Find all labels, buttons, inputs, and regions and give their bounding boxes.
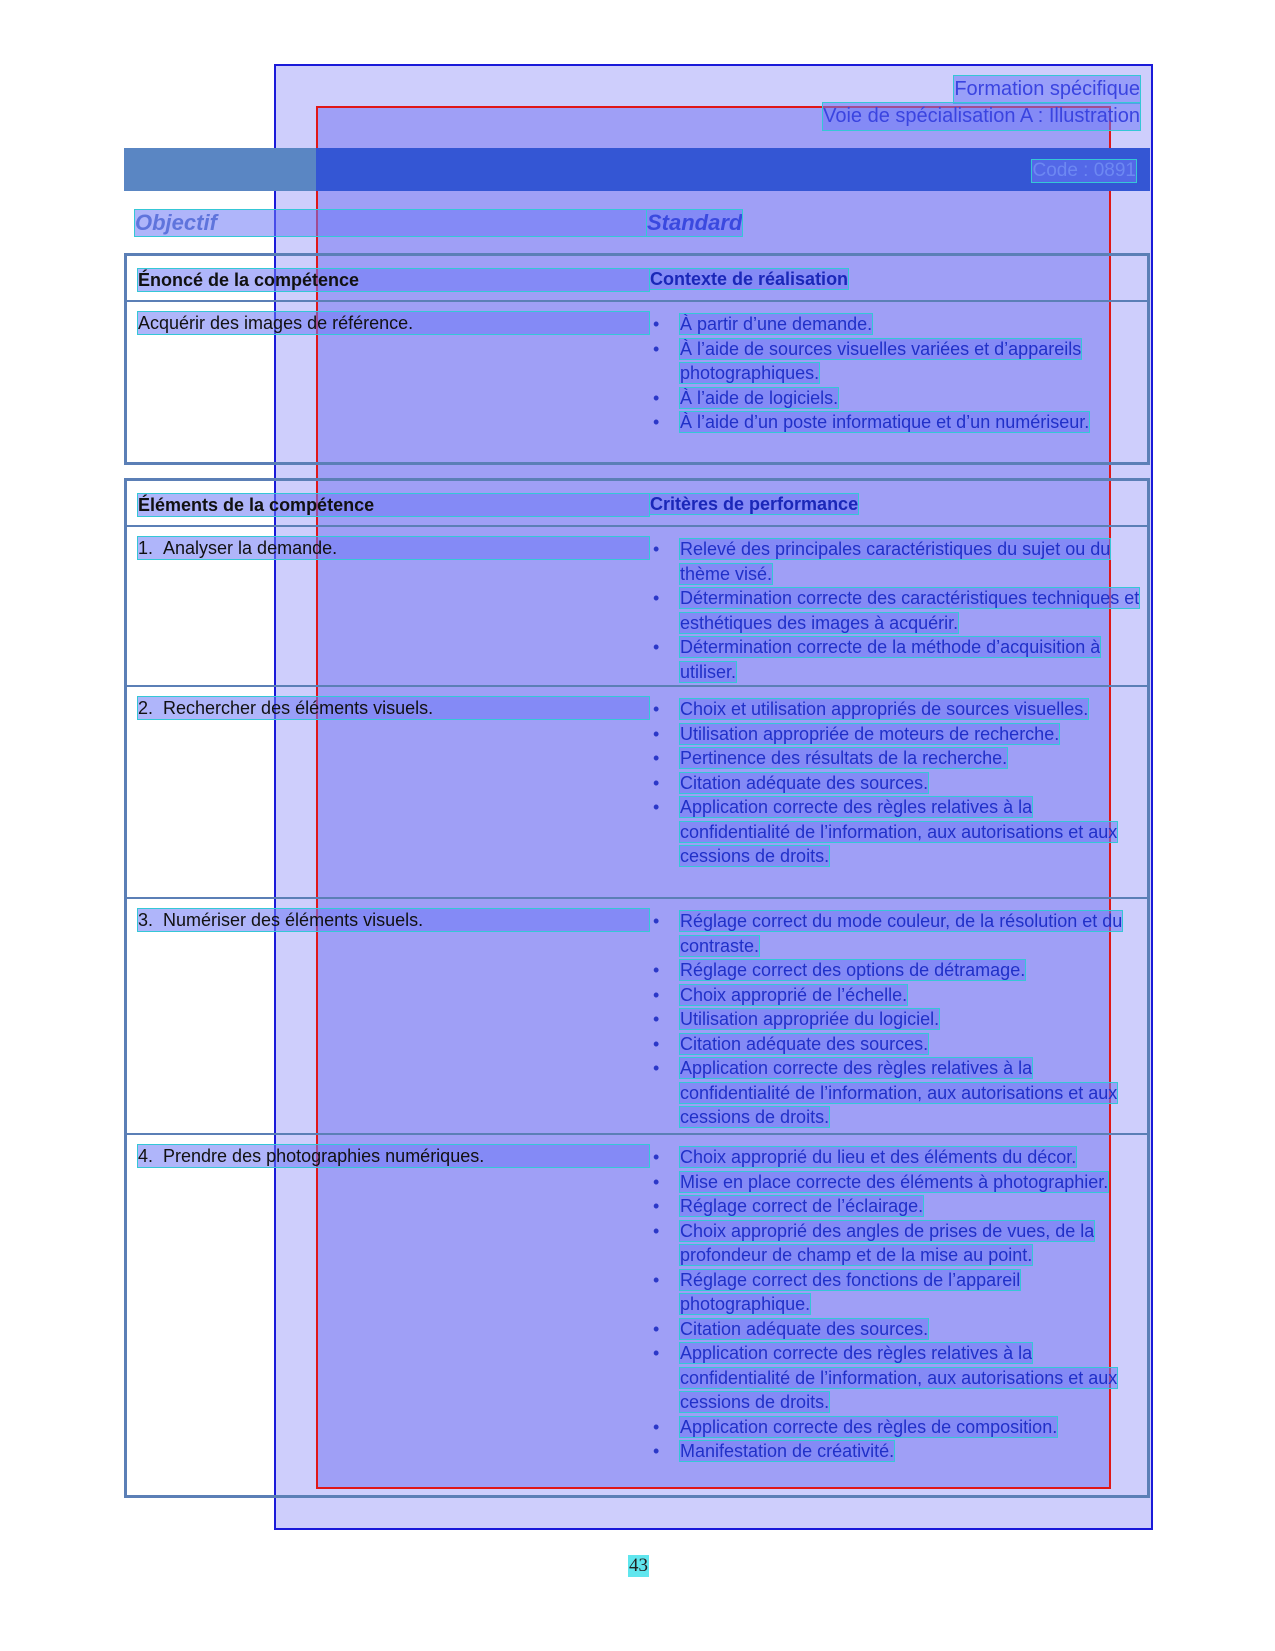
code-label: Code : 0891	[1032, 160, 1136, 181]
list-item: • À l’aide de logiciels.	[653, 387, 839, 408]
list-item: • Application correcte des règles relatives à la confidentialité de l’information, aux autorisations et aux cessions de droits.	[653, 797, 1118, 866]
list-item: • Mise en place correcte des éléments à photographier.	[653, 1171, 1109, 1192]
list-item: • Application correcte des règles relatives à la confidentialité de l’information, aux autorisations et aux cessions de droits.	[653, 1343, 1118, 1412]
list-item: • Citation adéquate des sources.	[653, 1318, 929, 1339]
list-item: • Choix approprié des angles de prises de vues, de la profondeur de champ et de la mise au point.	[653, 1220, 1095, 1265]
competency-body-row	[127, 300, 1147, 464]
list-item: • Utilisation appropriée de moteurs de recherche.	[653, 723, 1060, 744]
list-item: • Utilisation appropriée du logiciel.	[653, 1009, 940, 1029]
competency-header-row	[127, 256, 1147, 300]
list-item: • Réglage correct du mode couleur, de la résolution et du contraste.	[653, 911, 1123, 956]
criteria-list	[650, 909, 1140, 1130]
list-item: • Pertinence des résultats de la recherche.	[653, 748, 1008, 768]
standard-label: Standard	[647, 210, 743, 235]
elements-header-row	[127, 481, 1147, 525]
header-line-1: Formation spécifique	[954, 76, 1140, 103]
list-item: • Détermination correcte de la méthode d’acquisition à utiliser.	[653, 637, 1101, 682]
list-item: • À l’aide d’un poste informatique et d’un numériseur.	[653, 412, 1090, 432]
competency-table	[124, 253, 1150, 465]
document-header	[823, 76, 1140, 130]
header-line-2: Voie de spécialisation A : Illustration	[823, 103, 1140, 130]
element-label: 1. Analyser la demande.	[138, 537, 649, 559]
elements-left-header: Éléments de la compétence	[138, 494, 649, 516]
element-row-4	[127, 1133, 1147, 1497]
list-item: • Réglage correct de l’éclairage.	[653, 1196, 924, 1216]
list-item: • Citation adéquate des sources.	[653, 1033, 929, 1054]
list-item: • Choix approprié de l’échelle.	[653, 984, 908, 1005]
header-band	[124, 148, 1150, 191]
list-item: • Choix approprié du lieu et des éléments du décor.	[653, 1147, 1077, 1167]
element-label: 3. Numériser des éléments visuels.	[138, 909, 649, 931]
element-row-3	[127, 897, 1147, 1135]
elements-table	[124, 478, 1150, 1498]
context-list	[650, 312, 1140, 435]
element-label: 4. Prendre des photographies numériques.	[138, 1145, 649, 1167]
objective-label: Objectif	[135, 210, 646, 236]
list-item: • Relevé des principales caractéristiques du sujet ou du thème visé.	[653, 539, 1111, 584]
list-item: • Application correcte des règles relatives à la confidentialité de l’information, aux autorisations et aux cessions de droits.	[653, 1058, 1118, 1127]
list-item: • À l’aide de sources visuelles variées et d’appareils photographiques.	[653, 338, 1082, 383]
element-row-1	[127, 525, 1147, 687]
element-row-2	[127, 685, 1147, 899]
list-item: • Réglage correct des fonctions de l’appareil photographique.	[653, 1269, 1021, 1314]
element-label: 2. Rechercher des éléments visuels.	[138, 697, 649, 719]
criteria-list	[650, 1145, 1140, 1464]
list-item: • Choix et utilisation appropriés de sources visuelles.	[653, 699, 1089, 719]
competency-left-header: Énoncé de la compétence	[138, 269, 649, 291]
competency-right-header: Contexte de réalisation	[650, 269, 849, 289]
list-item: • Réglage correct des options de détramage.	[653, 960, 1026, 980]
criteria-list	[650, 537, 1140, 684]
criteria-list	[650, 697, 1140, 869]
list-item: • À partir d’une demande.	[653, 314, 873, 334]
elements-right-header: Critères de performance	[650, 494, 859, 514]
list-item: • Manifestation de créativité.	[653, 1441, 895, 1461]
page-number: 43	[629, 1555, 648, 1576]
list-item: • Détermination correcte des caractéristiques techniques et esthétiques des images à acquérir.	[653, 588, 1140, 633]
list-item: • Citation adéquate des sources.	[653, 772, 929, 793]
list-item: • Application correcte des règles de composition.	[653, 1416, 1058, 1437]
competency-statement: Acquérir des images de référence.	[138, 312, 649, 334]
